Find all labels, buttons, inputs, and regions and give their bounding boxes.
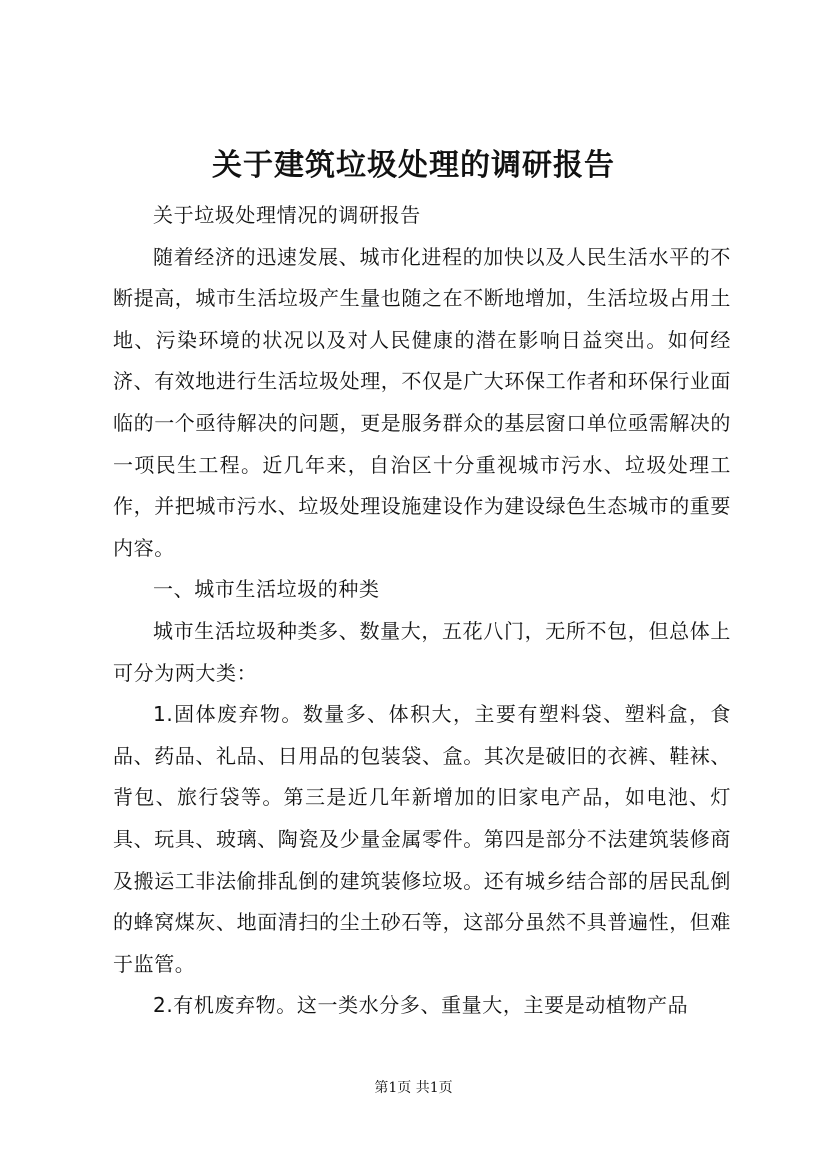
document-title: 关于建筑垃圾处理的调研报告 (212, 148, 615, 183)
intro-paragraph: 随着经济的迅速发展、城市化进程的加快以及人民生活水平的不断提高，城市生活垃圾产生量也随之在不断地增加，生活垃圾占用土地、污染环境的状况以及对人民健康的潜在影响日益突出。如何经济、有效地进行生活垃圾处理，不仅是广大环保工作者和环保行业面临的一个亟待解决的问题，更是服务群众的基层窗口单位亟需解决的一项民生工程。近几年来，自治区十分重视城市污水、垃圾处理工作，并把城市污水、垃圾处理设施建设作为建设绿色生态城市的重要内容。 (113, 244, 731, 560)
page-number-footer: 第1页 共1页 (374, 1080, 453, 1096)
section-heading: 一、城市生活垃圾的种类 (153, 577, 380, 602)
section-intro-paragraph: 城市生活垃圾种类多、数量大，五花八门，无所不包，但总体上可分为两大类： (113, 618, 731, 685)
organic-waste-paragraph: 2.有机废弃物。这一类水分多、重量大，主要是动植物产品 (153, 993, 689, 1018)
solid-waste-paragraph: 1.固体废弃物。数量多、体积大，主要有塑料袋、塑料盒，食品、药品、礼品、日用品的包装袋、盒。其次是破旧的衣裤、鞋袜、背包、旅行袋等。第三是近几年新增加的旧家电产品，如电池、灯具、玩具、玻璃、陶瓷及少量金属零件。第四是部分不法建筑装修商及搬运工非法偷排乱倒的建筑装修垃圾。还有城乡结合部的居民乱倒的蜂窝煤灰、地面清扫的尘土砂石等，这部分虽然不具普遍性，但难于监管。 (113, 702, 731, 976)
subtitle-paragraph: 关于垃圾处理情况的调研报告 (153, 203, 421, 227)
document-body (113, 195, 731, 1027)
